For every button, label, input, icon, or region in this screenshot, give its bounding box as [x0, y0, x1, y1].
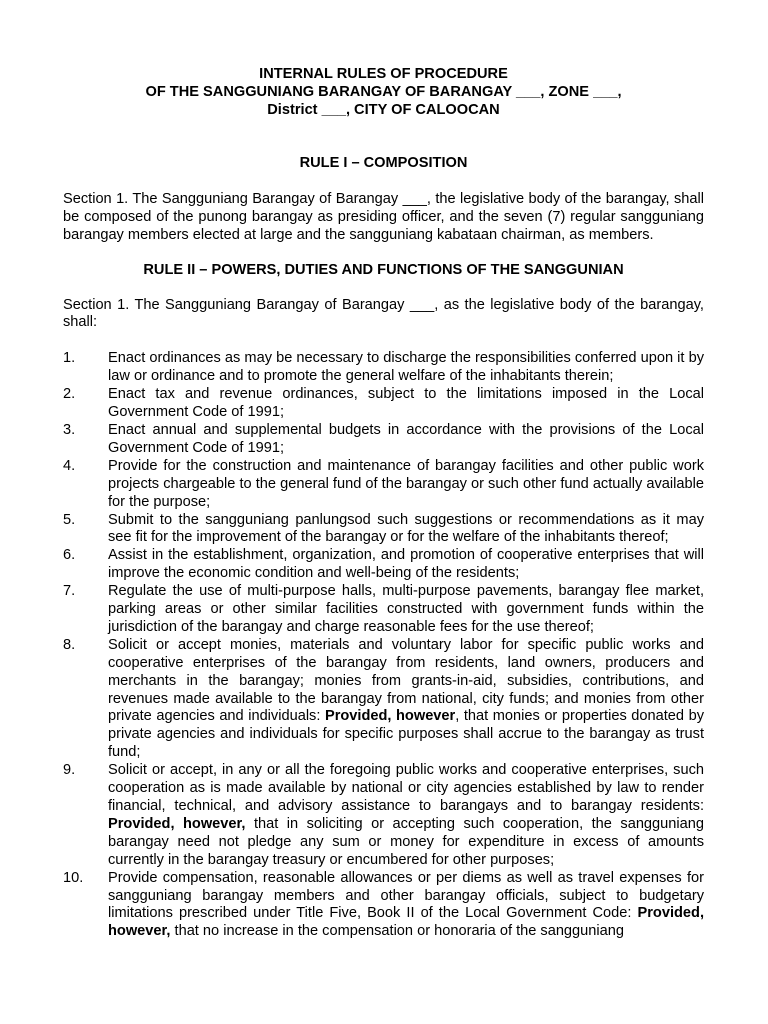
- list-item-text: Enact annual and supplemental budgets in accordance with the provisions of the Local Government Code of 1991;: [108, 421, 704, 456]
- list-item: [63, 762, 704, 869]
- document-title: [63, 65, 704, 119]
- list-item: [63, 386, 704, 422]
- list-item: [63, 512, 704, 548]
- list-item: [63, 422, 704, 458]
- list-item-text-cont: , that monies or properties donated by private agencies and individuals for specific purposes shall accrue to the barangay as trust fund;: [108, 708, 704, 761]
- list-item-number: 8.: [63, 636, 76, 653]
- list-item-text: Enact tax and revenue ordinances, subject to the limitations imposed in the Local Government Code of 1991;: [108, 386, 704, 421]
- rule-2-section-1: Section 1. The Sangguniang Barangay of Barangay ___, as the legislative body of the barangay, shall:: [63, 296, 704, 331]
- list-item-number: 1.: [63, 350, 76, 367]
- list-item-text-cont: that no increase in the compensation or honoraria of the sangguniang: [170, 923, 624, 940]
- proviso-bold: Provided, however,: [108, 815, 246, 832]
- list-item-number: 6.: [63, 547, 76, 564]
- list-item: [63, 583, 704, 637]
- list-item-text: Provide for the construction and maintenance of barangay facilities and other public work projects chargeable to the general fund of the barangay or such other fund actually available for the purpose;: [108, 457, 704, 510]
- list-item-number: 7.: [63, 583, 76, 600]
- list-item-text: Enact ordinances as may be necessary to discharge the responsibilities conferred upon it by law or ordinance and to promote the general welfare of the inhabitants therein;: [108, 350, 704, 385]
- rule-1-section-1: Section 1. The Sangguniang Barangay of Barangay ___, the legislative body of the barangay, shall be composed of the punong barangay as presiding officer, and the seven (7) regular sangguniang barangay members elected at large and the sangguniang kabataan chairman, as members.: [63, 190, 704, 243]
- list-item-text: Regulate the use of multi-purpose halls, multi-purpose pavements, barangay flee market, parking areas or other similar facilities constructed with government funds within the jurisdiction of the barangay and charge reasonable fees for the use thereof;: [108, 583, 704, 635]
- proviso-bold: Provided, however,: [108, 905, 704, 940]
- list-item-number: 9.: [63, 762, 76, 779]
- list-item: [63, 350, 704, 386]
- rule-2-heading: RULE II – POWERS, DUTIES AND FUNCTIONS OF THE SANGGUNIAN: [143, 261, 624, 278]
- title-line-3: District ___, CITY OF CALOOCAN: [267, 102, 500, 118]
- list-item: [63, 870, 704, 942]
- list-item-text-cont: that in soliciting or accepting such cooperation, the sangguniang barangay need not pledge any sum or money for expenditure in excess of amounts currently in the barangay treasury or encumbered for other purposes;: [108, 815, 704, 868]
- list-item-text: Assist in the establishment, organization, and promotion of cooperative enterprises that will improve the economic condition and well-being of the residents;: [108, 547, 704, 582]
- list-item: [63, 637, 704, 762]
- title-line-2: OF THE SANGGUNIANG BARANGAY OF BARANGAY ___, ZONE ___,: [145, 84, 622, 100]
- list-item: [63, 547, 704, 583]
- list-item-number: 3.: [63, 421, 76, 438]
- list-item-number: 5.: [63, 511, 76, 528]
- list-item-text: Submit to the sangguniang panlungsod such suggestions or recommendations as it may see fit for the improvement of the barangay or for the welfare of the inhabitants thereof;: [108, 511, 704, 546]
- rule-1-heading: RULE I – COMPOSITION: [299, 155, 468, 171]
- list-item-number: 2.: [63, 386, 76, 403]
- proviso-bold: Provided, however: [324, 708, 456, 725]
- title-line-1: INTERNAL RULES OF PROCEDURE: [259, 66, 508, 82]
- list-item-number: 10.: [63, 869, 84, 886]
- list-item-text: Solicit or accept monies, materials and voluntary labor for specific public works and cooperative enterprises of the barangay from residents, land owners, producers and merchants in the barangay; monies from grants-in-aid, subsidies, contributions, and revenues made available to the barangay from national, city funds; and monies from other private agencies and individuals:: [108, 636, 704, 725]
- list-item: [63, 458, 704, 512]
- list-item-text: Solicit or accept, in any or all the foregoing public works and cooperative enterprises, such cooperation as is made available by national or city agencies established by law to render financial, technical, and advisory assistance to barangays and to barangay residents:: [108, 762, 704, 814]
- list-item-text: Provide compensation, reasonable allowances or per diems as well as travel expenses for sangguniang barangay members and other barangay officials, subject to budgetary limitations prescribed under Title Five, Book II of the Local Government Code:: [108, 869, 704, 922]
- list-item-number: 4.: [63, 457, 76, 474]
- powers-list: [63, 350, 704, 941]
